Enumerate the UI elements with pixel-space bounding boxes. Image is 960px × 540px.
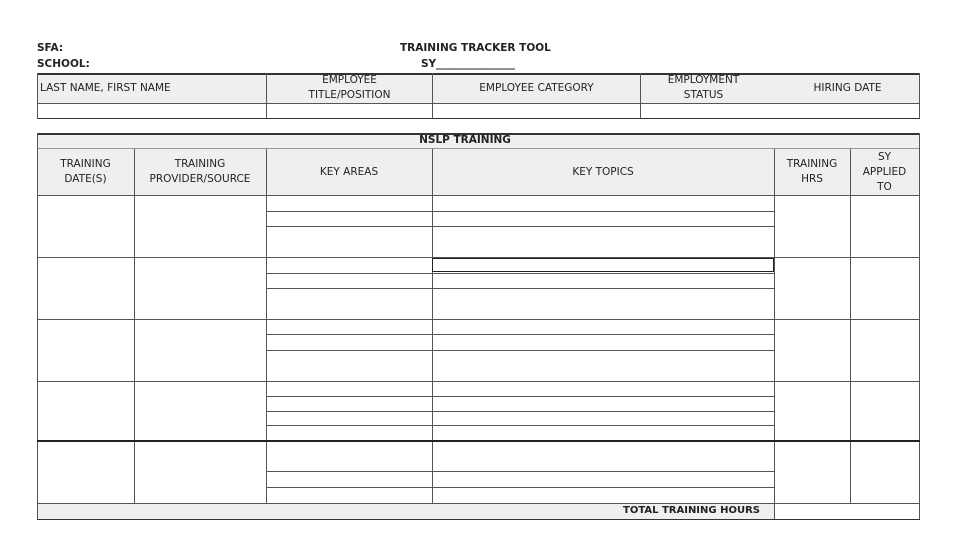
col-header-hiring-date: HIRING DATE — [813, 81, 882, 94]
section-title-nslp: NSLP TRAINING — [419, 134, 511, 146]
col-header-key-topics: KEY TOPICS — [572, 165, 634, 178]
training-provider-cell[interactable] — [135, 382, 266, 440]
col-header-sy-applied: SY APPLIED TO — [862, 150, 907, 193]
selected-cell[interactable] — [432, 258, 774, 272]
training-date-cell[interactable] — [38, 442, 134, 503]
sfa-label: SFA: — [37, 42, 64, 54]
training-provider-cell[interactable] — [135, 196, 266, 257]
training-date-cell[interactable] — [38, 382, 134, 440]
school-label: SCHOOL: — [37, 58, 90, 70]
col-header-title: EMPLOYEE TITLE/POSITION — [308, 74, 391, 101]
name-input-cell[interactable] — [38, 104, 266, 118]
page-title: TRAINING TRACKER TOOL — [400, 42, 551, 54]
sy-field[interactable]: SY_______________ — [421, 58, 515, 70]
col-header-status: EMPLOYMENT STATUS — [667, 74, 740, 101]
training-provider-cell[interactable] — [135, 258, 266, 319]
col-header-name: LAST NAME, FIRST NAME — [40, 82, 171, 94]
col-header-category: EMPLOYEE CATEGORY — [479, 81, 594, 94]
training-date-cell[interactable] — [38, 320, 134, 381]
training-date-cell[interactable] — [38, 258, 134, 319]
col-header-provider: TRAINING PROVIDER/SOURCE — [149, 158, 251, 185]
training-provider-cell[interactable] — [135, 320, 266, 381]
status-hiring-input-cell[interactable] — [641, 104, 919, 118]
category-input-cell[interactable] — [433, 104, 640, 118]
col-header-training-date: TRAINING DATE(S) — [60, 158, 111, 185]
col-header-key-areas: KEY AREAS — [319, 165, 379, 178]
total-training-hours-input[interactable] — [775, 504, 919, 519]
training-date-cell[interactable] — [38, 196, 134, 257]
total-training-hours-label: TOTAL TRAINING HOURS — [623, 505, 760, 516]
training-provider-cell[interactable] — [135, 442, 266, 503]
title-input-cell[interactable] — [267, 104, 432, 118]
col-header-training-hours: TRAINING HRS — [786, 158, 838, 185]
